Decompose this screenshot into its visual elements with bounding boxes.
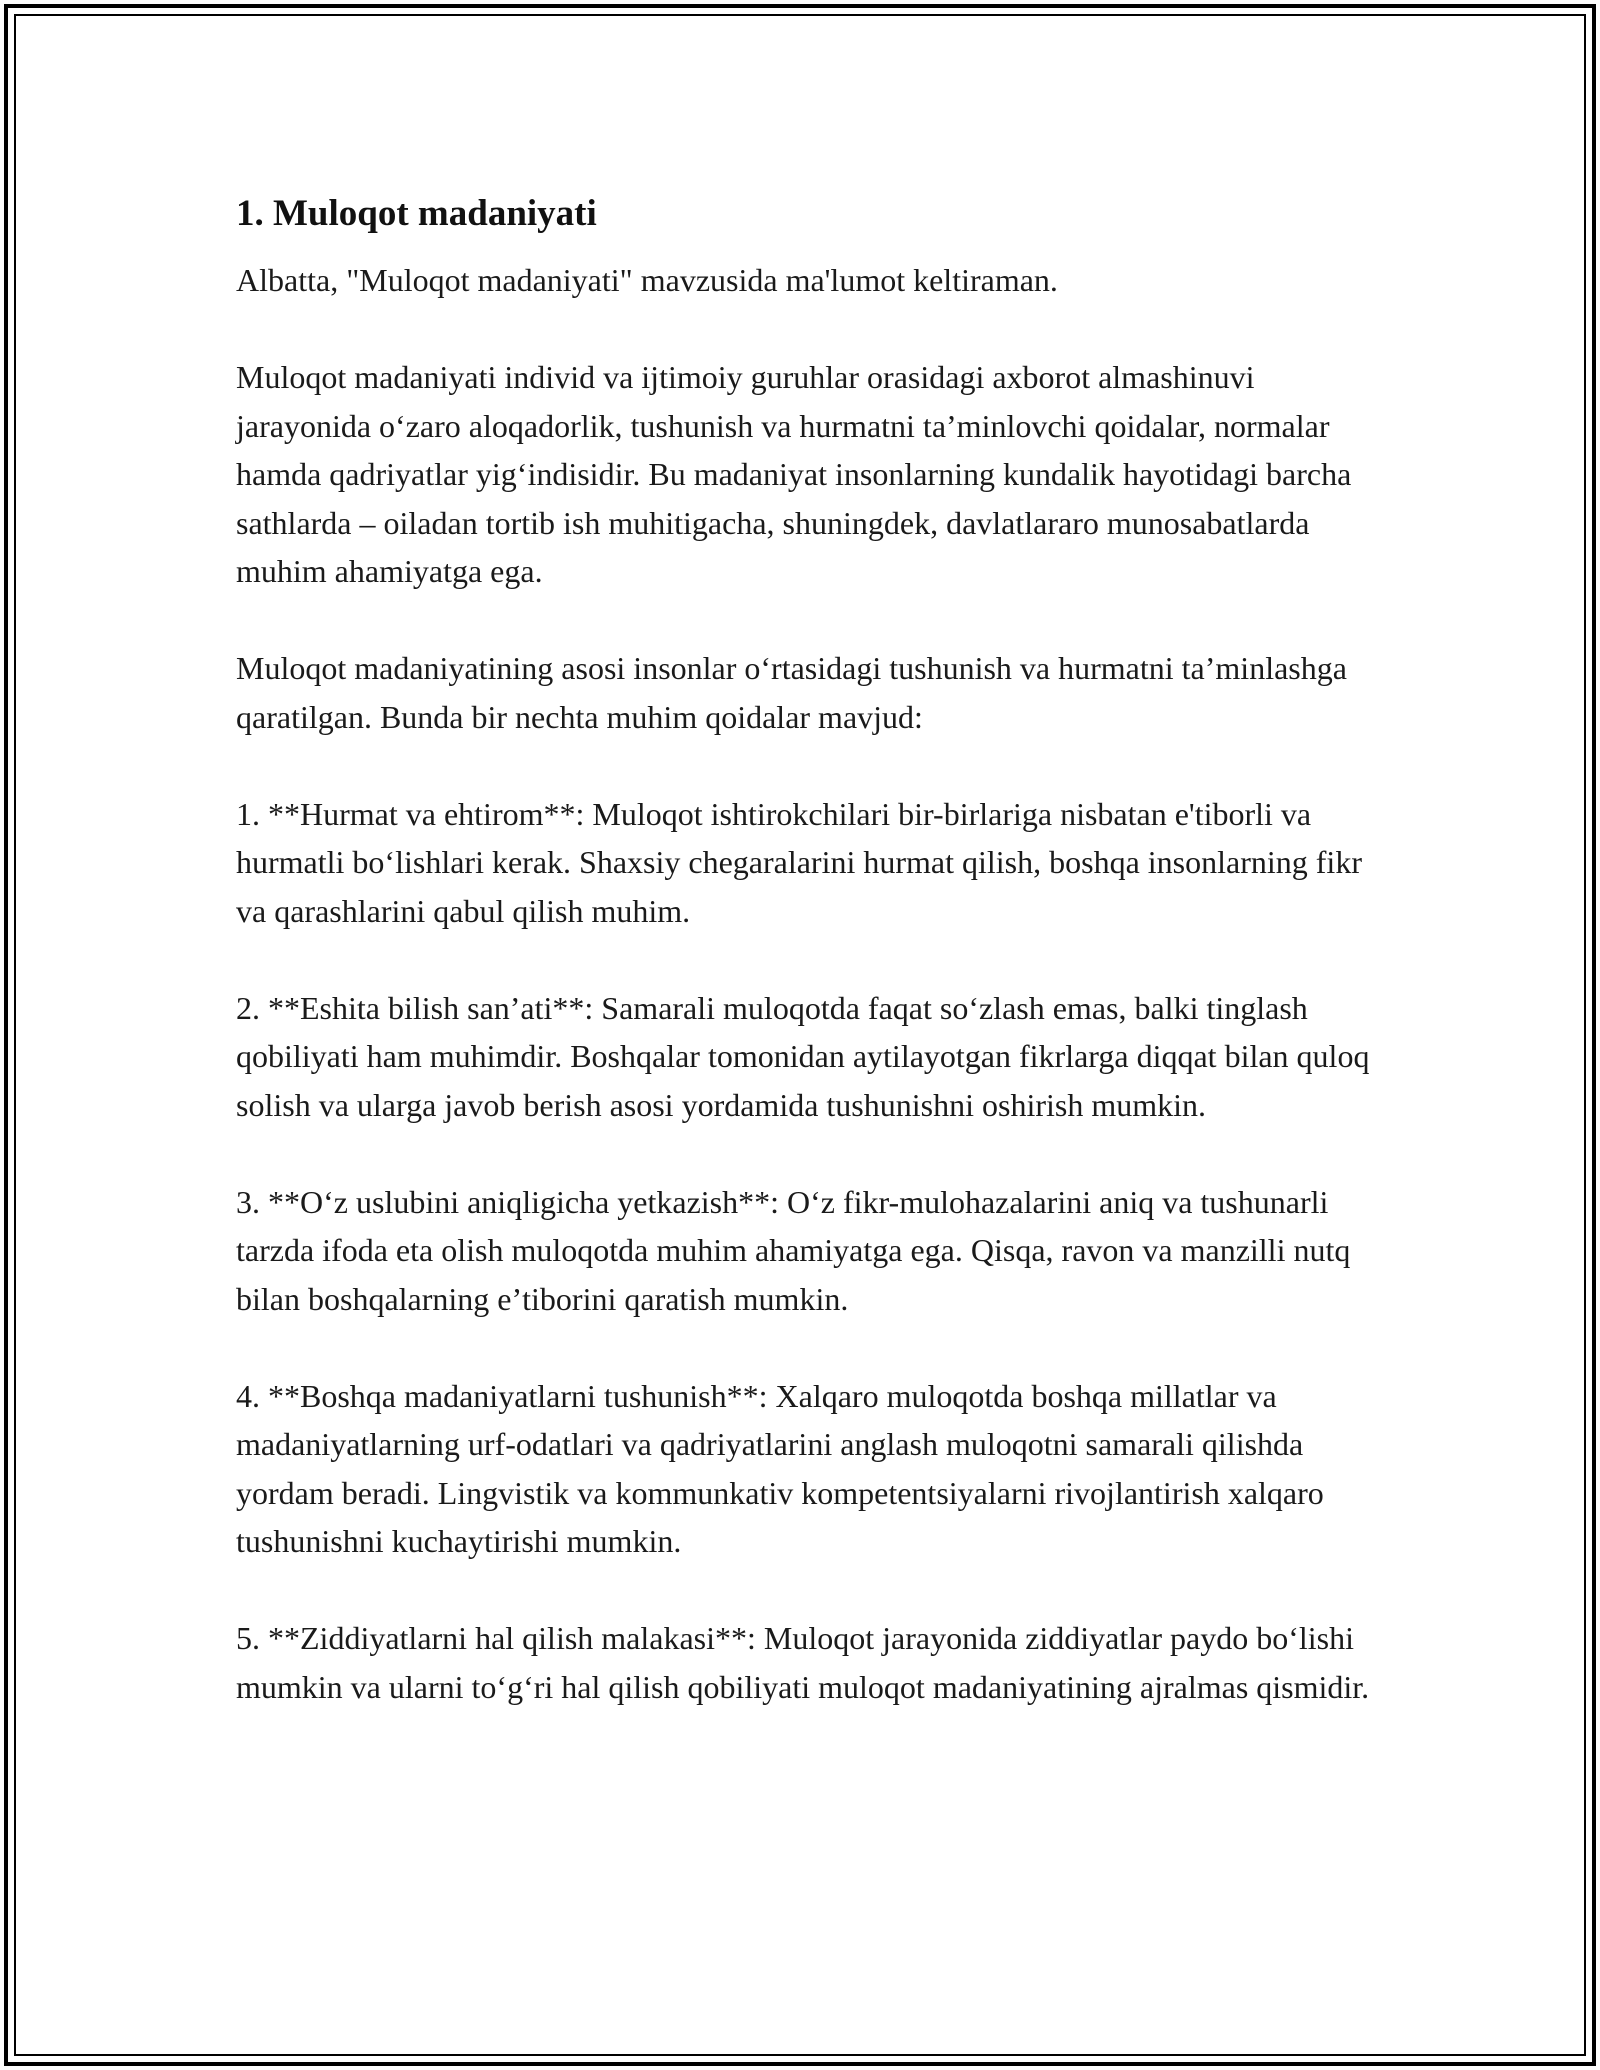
rule-item-1: 1. **Hurmat va ehtirom**: Muloqot ishtirokchilari bir-birlariga nisbatan e'tiborli va hurmatli boʻlishlari kerak. Shaxsiy chegaralarini hurmat qilish, boshqa insonlarning fikr va qarashlarini qabul qilish muhim.: [236, 795, 1362, 929]
rule-item-3: 3. **Oʻz uslubini aniqligicha yetkazish**: Oʻz fikr-mulohazalarini aniq va tushunarli tarzda ifoda eta olish muloqotda muhim ahamiyatga ega. Qisqa, ravon va manzilli nutq bilan boshqalarning eʼtiborini qaratish mumkin.: [236, 1183, 1351, 1317]
definition-paragraph: Muloqot madaniyati individ va ijtimoiy guruhlar orasidagi axborot almashinuvi jarayonida oʻzaro aloqadorlik, tushunish va hurmatni taʼminlovchi qoidalar, normalar hamda qadriyatlar yigʻindisidir. Bu madaniyat insonlarning kundalik hayotidagi barcha sathlarda – oiladan tortib ish muhitigacha, shuningdek, davlatlararo munosabatlarda muhim ahamiyatga ega.: [236, 359, 1352, 589]
rules-intro-paragraph: Muloqot madaniyatining asosi insonlar oʻrtasidagi tushunish va hurmatni taʼminlashga qaratilgan. Bunda bir nechta muhim qoidalar mavjud:: [236, 650, 1347, 735]
rule-item-5: 5. **Ziddiyatlarni hal qilish malakasi**: Muloqot jarayonida ziddiyatlar paydo boʻlishi mumkin va ularni toʻgʻri hal qilish qobiliyati muloqot madaniyatining ajralmas qismidir.: [236, 1620, 1370, 1705]
document-body: [236, 186, 1396, 1760]
rule-item-2: 2. **Eshita bilish sanʼati**: Samarali muloqotda faqat soʻzlash emas, balki tinglash qobiliyati ham muhimdir. Boshqalar tomonidan aytilayotgan fikrlarga diqqat bilan quloq solish va ularga javob berish asosi yordamida tushunishni oshirish mumkin.: [236, 989, 1370, 1123]
document-title: 1. Muloqot madaniyati: [236, 193, 597, 234]
intro-paragraph: Albatta, "Muloqot madaniyati" mavzusida ma'lumot keltiraman.: [236, 262, 1058, 298]
rule-item-4: 4. **Boshqa madaniyatlarni tushunish**: Xalqaro muloqotda boshqa millatlar va madaniyatlarning urf-odatlari va qadriyatlarini anglash muloqotni samarali qilishda yordam beradi. Lingvistik va kommunkativ kompetentsiyalarni rivojlantirish xalqaro tushunishni kuchaytirishi mumkin.: [236, 1377, 1324, 1559]
